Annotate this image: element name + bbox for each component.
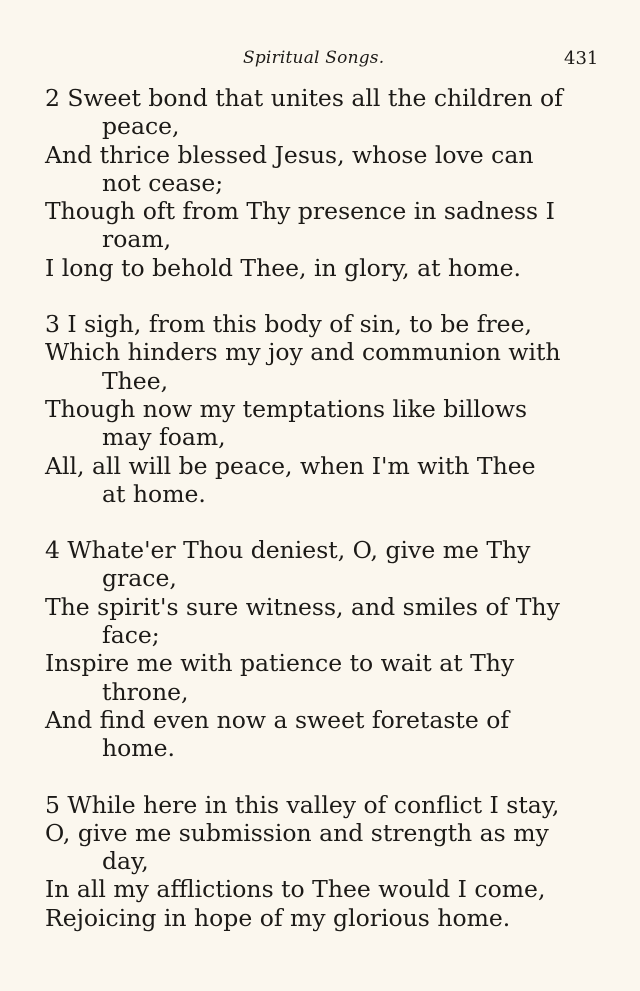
verse-line-continuation: Thee,: [102, 366, 169, 395]
stanza: [0, 791, 640, 932]
verse-line: Which hinders my joy and communion with: [45, 338, 561, 367]
verse-line-continuation: home.: [102, 734, 175, 763]
verse-line-continuation: peace,: [102, 112, 180, 141]
verse-line-continuation: at home.: [102, 479, 206, 508]
verse-line-continuation: face;: [102, 621, 160, 650]
verse-line-continuation: day,: [102, 847, 149, 876]
verse-line-continuation: roam,: [102, 225, 172, 254]
verse-line: I long to behold Thee, in glory, at home.: [45, 253, 521, 282]
verse-line-continuation: throne,: [102, 677, 189, 706]
verse-line: Rejoicing in hope of my glorious home.: [45, 903, 511, 932]
verse-line: And thrice blessed Jesus, whose love can: [45, 140, 534, 169]
verse-line: Inspire me with patience to wait at Thy: [45, 649, 515, 678]
verse-line: 5 While here in this valley of conflict I stay,: [45, 790, 560, 819]
page-number: 431: [564, 48, 599, 69]
stanza: [0, 84, 640, 282]
verse-line: O, give me submission and strength as my: [45, 818, 549, 847]
stanza: [0, 536, 640, 762]
verse-line: In all my afflictions to Thee would I come,: [45, 875, 546, 904]
verse-line-continuation: may foam,: [102, 423, 226, 452]
running-title: Spiritual Songs.: [243, 48, 385, 68]
verse-line: All, all will be peace, when I'm with Thee: [45, 451, 536, 480]
verse-line: 3 I sigh, from this body of sin, to be free,: [45, 310, 532, 339]
verse-line-continuation: grace,: [102, 564, 177, 593]
verse-line: Though now my temptations like billows: [45, 394, 528, 423]
verse-line: Though oft from Thy presence in sadness I: [45, 197, 555, 226]
running-header: [0, 48, 640, 72]
hymn-text: [0, 84, 640, 960]
verse-line: And find even now a sweet foretaste of: [45, 705, 510, 734]
verse-line-continuation: not cease;: [102, 168, 224, 197]
verse-line: 4 Whate'er Thou deniest, O, give me Thy: [45, 536, 531, 565]
verse-line: 2 Sweet bond that unites all the children of: [45, 84, 563, 112]
stanza: [0, 310, 640, 508]
verse-line: The spirit's sure witness, and smiles of Thy: [45, 592, 560, 621]
